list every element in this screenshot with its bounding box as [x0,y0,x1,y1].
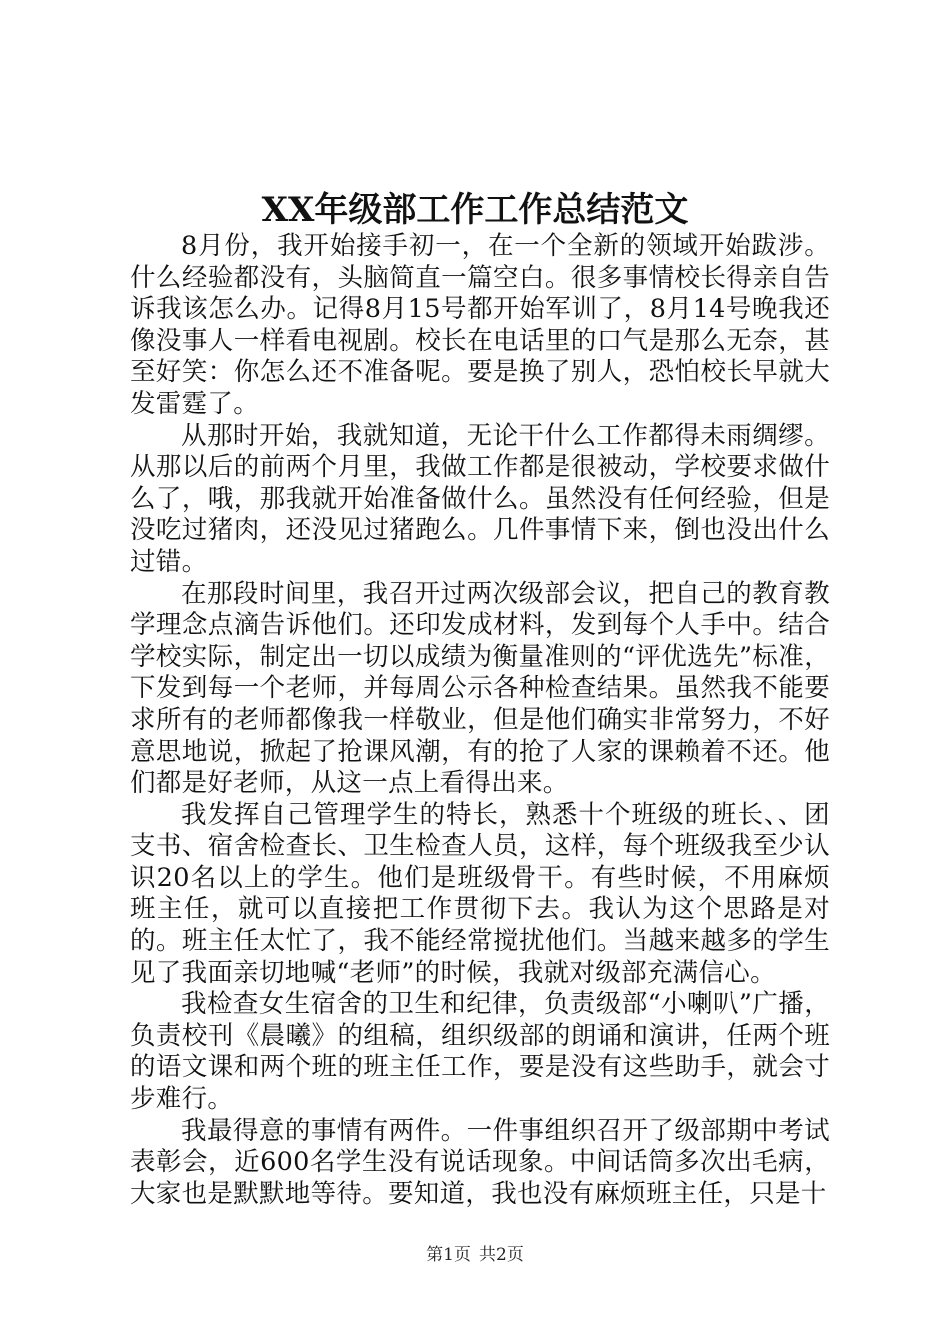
page-number: 第1页 [426,1245,471,1265]
document-body [130,231,830,1210]
paragraph: 我发挥自己管理学生的特长，熟悉十个班级的班长、、团支书、宿舍检查长、卫生检查人员，这样，每个班级我至少认识20名以上的学生。他们是班级骨干。有些时候，不用麻烦班主任，就可以直接把工作贯彻下去。我认为这个思路是对的。班主任太忙了，我不能经常搅扰他们。当越来越多的学生见了我面亲切地喊“老师”的时候，我就对级部充满信心。 [130,799,830,988]
paragraph: 我检查女生宿舍的卫生和纪律，负责级部“小喇叭”广播，负责校刊《晨曦》的组稿，组织级部的朗诵和演讲，任两个班的语文课和两个班的班主任工作，要是没有这些助手，就会寸步难行。 [130,989,830,1115]
page-footer [0,1244,950,1266]
paragraph: 8月份，我开始接手初一，在一个全新的领域开始跋涉。什么经验都没有，头脑简直一篇空白。很多事情校长得亲自告诉我该怎么办。记得8月15号都开始军训了，8月14号晚我还像没事人一样看电视剧。校长在电话里的口气是那么无奈，甚至好笑：你怎么还不准备呢。要是换了别人，恐怕校长早就大发雷霆了。 [130,231,830,419]
paragraph: 我最得意的事情有两件。一件事组织召开了级部期中考试表彰会，近600名学生没有说话现象。中间话筒多次出毛病，大家也是默默地等待。要知道，我也没有麻烦班主任，只是十 [130,1115,830,1209]
paragraph: 在那段时间里，我召开过两次级部会议，把自己的教育教学理念点滴告诉他们。还印发成材料，发到每个人手中。结合学校实际，制定出一切以成绩为衡量准则的“评优选先”标准，下发到每一个老师，并每周公示各种检查结果。虽然我不能要求所有的老师都像我一样敬业，但是他们确实非常努力，不好意思地说，掀起了抢课风潮，有的抢了人家的课赖着不还。他们都是好老师，从这一点上看得出来。 [130,578,830,799]
paragraph: 从那时开始，我就知道，无论干什么工作都得未雨绸缪。从那以后的前两个月里，我做工作都是很被动，学校要求做什么了，哦，那我就开始准备做什么。虽然没有任何经验，但是没吃过猪肉，还没见过猪跑么。几件事情下来，倒也没出什么过错。 [130,420,830,577]
document-title: XX年级部工作工作总结范文 [261,190,689,230]
page-total: 共2页 [479,1245,524,1265]
